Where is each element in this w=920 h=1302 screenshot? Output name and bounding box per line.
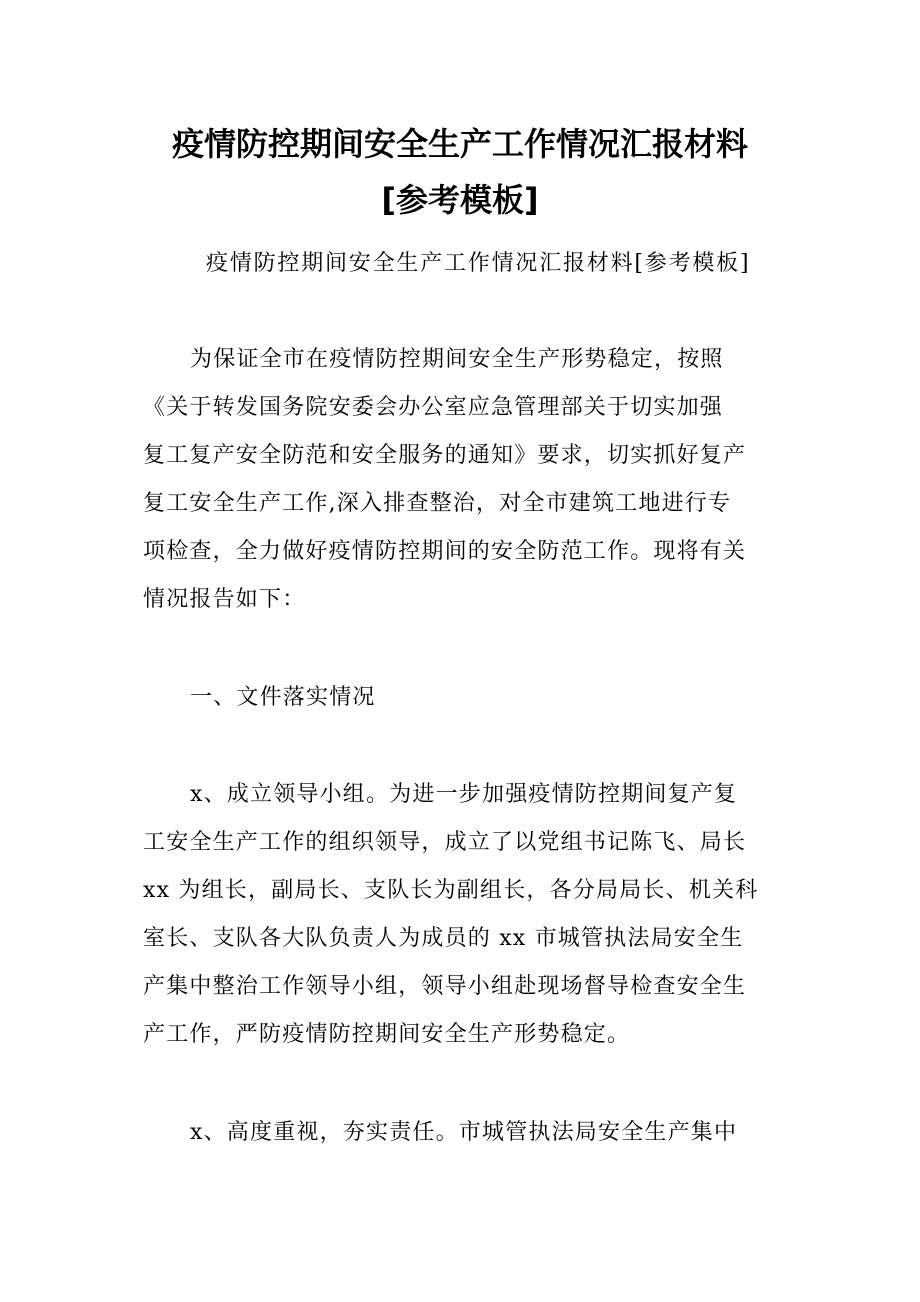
paragraph-line: 复工安全生产工作,深入排查整治，对全市建筑工地进行专 bbox=[143, 491, 732, 516]
paragraph-line: x、高度重视，夯实责任。市城管执法局安全生产集中 bbox=[190, 1120, 738, 1145]
paragraph-line: xx 为组长，副局长、支队长为副组长，各分局局长、机关科 bbox=[143, 878, 759, 903]
paragraph-line: 产集中整治工作领导小组，领导小组赴现场督导检查安全生 bbox=[143, 974, 747, 999]
paragraph-line: 为保证全市在疫情防控期间安全生产形势稳定，按照 bbox=[190, 347, 724, 372]
paragraph-line: 复工复产安全防范和安全服务的通知》要求，切实抓好复产 bbox=[143, 443, 747, 468]
paragraph-line: 产工作，严防疫情防控期间安全生产形势稳定。 bbox=[143, 1022, 631, 1047]
document-subtitle: 疫情防控期间安全生产工作情况汇报材料[参考模板] bbox=[206, 251, 751, 276]
document-title: 疫情防控期间安全生产工作情况汇报材料 bbox=[171, 125, 748, 163]
paragraph-line: 工安全生产工作的组织领导，成立了以党组书记陈飞、局长 bbox=[143, 830, 747, 855]
paragraph-line: 情况报告如下： bbox=[143, 587, 306, 612]
paragraph-line: 室长、支队各大队负责人为成员的 xx 市城管执法局安全生 bbox=[143, 926, 744, 951]
document-title-suffix: [参考模板] bbox=[381, 181, 539, 219]
section-heading: 一、文件落实情况 bbox=[190, 685, 376, 710]
paragraph-line: 项检查，全力做好疫情防控期间的安全防范工作。现将有关 bbox=[143, 539, 747, 564]
paragraph-line: x、成立领导小组。为进一步加强疫情防控期间复产复 bbox=[190, 782, 738, 807]
paragraph-line: 《关于转发国务院安委会办公室应急管理部关于切实加强 bbox=[143, 395, 724, 420]
